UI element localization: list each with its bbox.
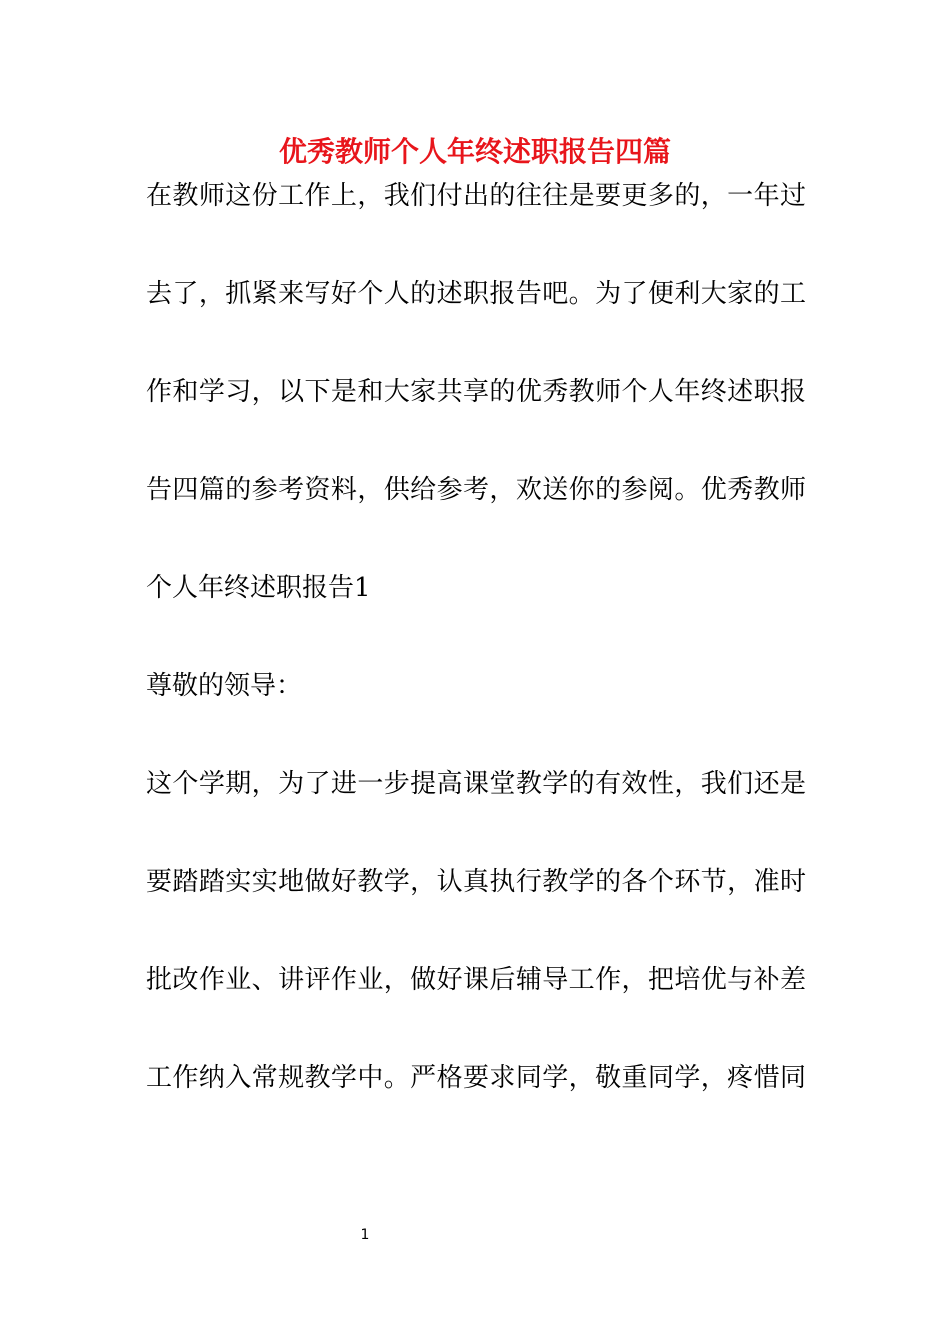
- paragraph-line: 批改作业、讲评作业，做好课后辅导工作，把培优与补差: [146, 965, 806, 995]
- paragraph-line: 告四篇的参考资料，供给参考，欢送你的参阅。优秀教师: [146, 475, 806, 505]
- document-title-text: 优秀教师个人年终述职报告四篇: [278, 135, 671, 168]
- paragraph-line: 要踏踏实实地做好教学，认真执行教学的各个环节，准时: [146, 867, 806, 897]
- paragraph-line: 去了，抓紧来写好个人的述职报告吧。为了便利大家的工: [146, 279, 806, 309]
- paragraph-line: 工作纳入常规教学中。严格要求同学，敬重同学，疼惜同: [146, 1063, 806, 1093]
- salutation-line: 尊敬的领导：: [146, 671, 303, 701]
- section-heading-line: 个人年终述职报告1: [146, 573, 371, 603]
- paragraph-line: 作和学习，以下是和大家共享的优秀教师个人年终述职报: [146, 377, 806, 407]
- paragraph-line: 这个学期，为了进一步提高课堂教学的有效性，我们还是: [146, 769, 806, 799]
- document-title: [0, 132, 950, 172]
- page-number: 1: [360, 1227, 370, 1243]
- paragraph-line: 在教师这份工作上，我们付出的往往是要更多的，一年过: [146, 181, 806, 211]
